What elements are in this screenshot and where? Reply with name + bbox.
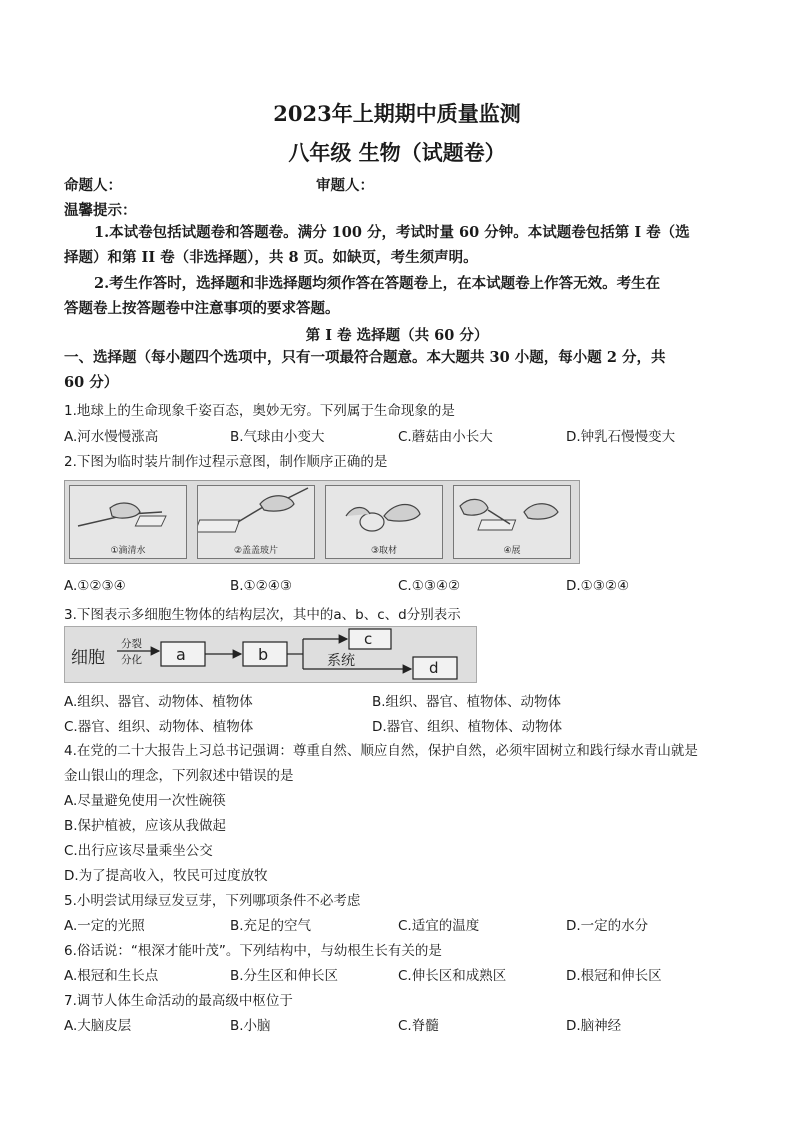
figure-caption-4: ④展 [503,546,521,556]
tip-1-line-1: 1.本试卷包括试题卷和答题卷。满分 100 分，考试时量 60 分钟。本试题卷包括第 I 卷（选 [94,224,690,241]
section-instructions-line-2: 60 分） [64,374,119,391]
figure-caption-2: ②盖盖玻片 [233,546,279,556]
q6-option-b: B.分生区和伸长区 [230,968,339,984]
exam-title: 2023年上期期中质量监测 [273,101,521,126]
q7-option-c: C.脊髓 [398,1018,439,1034]
question-7-stem: 7.调节人体生命活动的最高级中枢位于 [64,993,293,1009]
q3-option-b: B.组织、器官、植物体、动物体 [372,694,562,710]
q4-option-d: D.为了提高收入，牧民可过度放牧 [64,868,268,884]
q5-option-c: C.适宜的温度 [398,918,480,934]
q4-option-b: B.保护植被，应该从我做起 [64,818,227,834]
q7-option-a: A.大脑皮层 [64,1018,132,1034]
q4-option-c: C.出行应该尽量乘坐公交 [64,843,213,859]
q4-option-a: A.尽量避免使用一次性碗筷 [64,793,226,809]
tip-2-line-1: 2.考生作答时，选择题和非选择题均须作答在答题卷上，在本试题卷上作答无效。考生在 [94,275,661,292]
q3-option-c: C.器官、组织、动物体、植物体 [64,719,254,735]
label-d: d [429,659,439,677]
question-3-stem: 3.下图表示多细胞生物体的结构层次，其中的a、b、c、d分别表示 [64,607,461,623]
q6-option-c: C.伸长区和成熟区 [398,968,507,984]
q6-option-a: A.根冠和生长点 [64,968,159,984]
tip-1-line-2: 择题）和第 II 卷（非选择题），共 8 页。如缺页，考生须声明。 [64,249,478,266]
q5-option-b: B.充足的空气 [230,918,312,934]
figure-panel-3 [325,485,443,559]
question-6-stem: 6.俗话说：“根深才能叶茂”。下列结构中，与幼根生长有关的是 [64,943,442,959]
q7-option-d: D.脑神经 [566,1018,622,1034]
dropper-hand-illustration [70,486,186,544]
q5-option-a: A.一定的光照 [64,918,145,934]
divide-label: 分裂 [121,638,142,650]
q5-option-d: D.一定的水分 [566,918,649,934]
tweezers-coverslip-illustration [198,486,314,544]
reviewer-label: 审题人： [316,177,374,194]
tip-2-line-2: 答题卷上按答题卷中注意事项的要求答题。 [64,300,340,317]
question-4-stem-line-1: 4.在党的二十大报告上习总书记强调：尊重自然、顺应自然，保护自然，必须牢固树立和践行绿水青山就是 [64,743,698,759]
system-label: 系统 [327,653,355,669]
q7-option-b: B.小脑 [230,1018,271,1034]
figure-panel-4 [453,485,571,559]
exam-subtitle: 八年级 生物（试题卷） [288,140,506,165]
q1-option-c: C.蘑菇由小长大 [398,429,493,445]
q2-option-d: D.①③②④ [566,578,630,594]
part1-heading: 第 I 卷 选择题（共 60 分） [305,327,489,344]
slide-preparation-figure [64,480,580,564]
label-a: a [176,645,186,664]
label-c: c [364,630,373,648]
onion-sampling-illustration [326,486,442,544]
cell-label: 细胞 [71,648,105,668]
q2-option-b: B.①②④③ [230,578,292,594]
figure-panel-2 [197,485,315,559]
spreading-illustration [454,486,570,544]
question-1-stem: 1.地球上的生命现象千姿百态，奥妙无穷。下列属于生命现象的是 [64,403,455,419]
label-b: b [258,645,269,664]
section-instructions-line-1: 一、选择题（每小题四个选项中，只有一项最符合题意。本大题共 30 小题，每小题 2 分，共 [64,349,666,366]
q1-option-d: D.钟乳石慢慢变大 [566,429,676,445]
figure-caption-1: ①滴清水 [110,546,146,556]
q1-option-b: B.气球由小变大 [230,429,325,445]
question-2-stem: 2.下图为临时装片制作过程示意图，制作顺序正确的是 [64,454,388,470]
question-4-stem-line-2: 金山银山的理念，下列叙述中错误的是 [64,768,294,784]
q1-option-a: A.河水慢慢涨高 [64,429,159,445]
q6-option-d: D.根冠和伸长区 [566,968,662,984]
author-label: 命题人： [64,177,122,194]
q3-option-a: A.组织、器官、动物体、植物体 [64,694,253,710]
question-5-stem: 5.小明尝试用绿豆发豆芽，下列哪项条件不必考虑 [64,893,361,909]
q2-option-a: A.①②③④ [64,578,126,594]
figure-panel-1 [69,485,187,559]
tips-label: 温馨提示： [64,202,137,219]
q3-option-d: D.器官、组织、植物体、动物体 [372,719,563,735]
differentiate-label: 分化 [121,654,142,666]
figure-caption-3: ③取材 [370,546,398,556]
q2-option-c: C.①③④② [398,578,461,594]
structure-hierarchy-diagram [64,626,477,683]
